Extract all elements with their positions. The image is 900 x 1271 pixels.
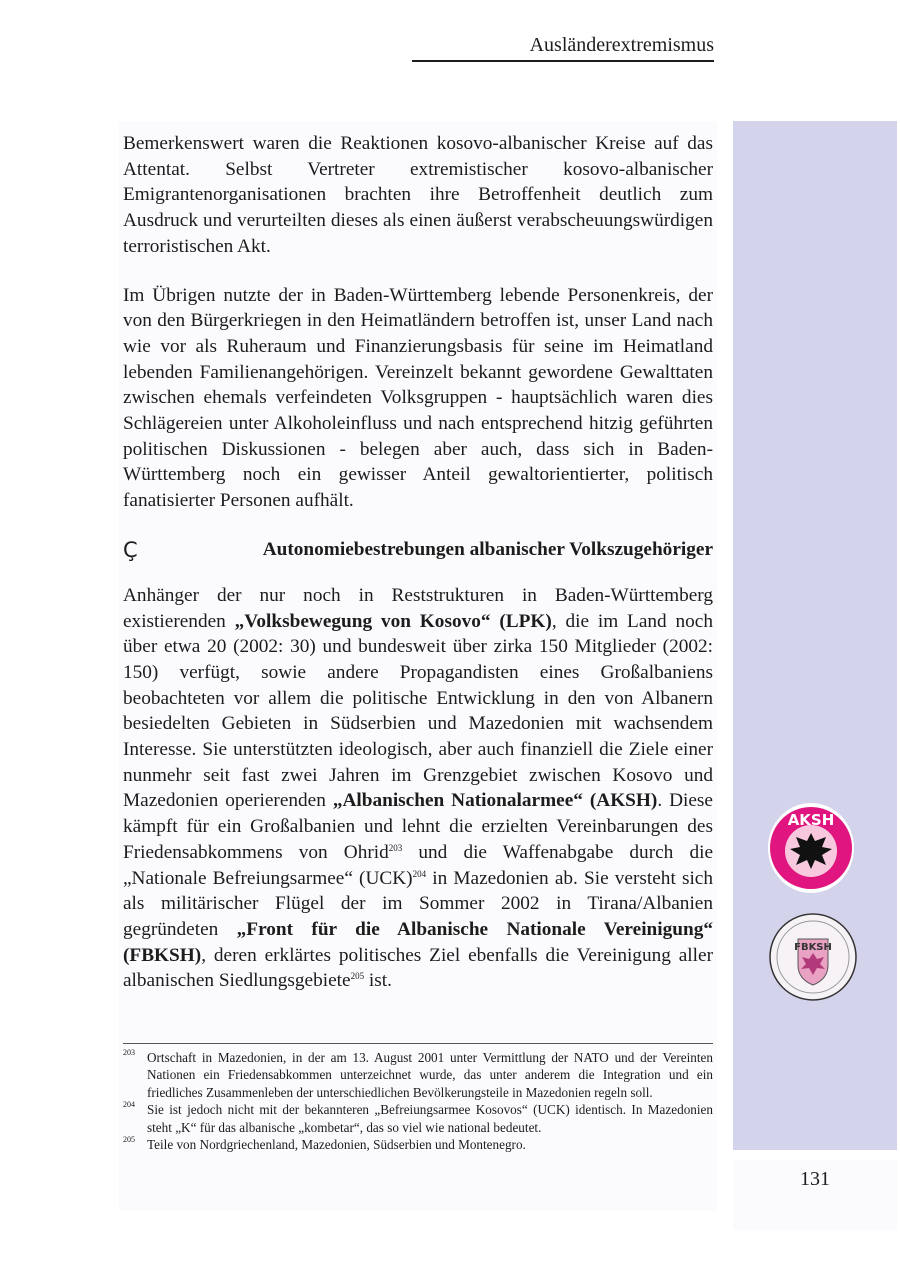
section-heading-text: Autonomiebestrebungen albanischer Volkszugehöriger (262, 538, 713, 560)
section-heading (123, 537, 713, 565)
footnote-ref-203[interactable]: 203 (388, 842, 403, 853)
footnote-ref-205[interactable]: 205 (350, 971, 365, 982)
fbksh-emblem-svg (768, 913, 858, 1001)
aksh-emblem-svg (768, 803, 854, 893)
footnote-divider (123, 1043, 713, 1044)
header-title: Ausländerextremismus (529, 34, 714, 56)
footnote-number: 205 (123, 1135, 135, 1145)
footnote-item (123, 1101, 713, 1136)
section-bullet-icon: Ç (123, 537, 138, 562)
term-fbksh: „Front für die Albanische Nationale Vereinigung“ (FBKSH) (123, 918, 713, 966)
fbksh-emblem-label: FBKSH (794, 942, 832, 953)
fbksh-emblem-icon (768, 913, 858, 1001)
paragraph-civil-war-refugees: Im Übrigen nutzte der in Baden-Württemberg lebende Personenkreis, der von den Bürgerkriegen in den Heimatländern betroffen ist, unser Land nach wie vor als Ruheraum und Finanzierungsbasis für seine im Heimatland lebenden Familienangehörigen. Vereinzelt bekannt gewordene Gewalttaten zwischen ehemals verfeindeten Volksgruppen - hauptsächlich waren dies Schlägereien unter Alkoholeinfluss und nach entsprechend hitzig geführten politischen Diskussionen - belegen aber auch, dass sich in Baden-Württemberg noch ein gewisser Anteil gewaltorientierter, politisch fanatisierter Personen aufhält. (123, 284, 713, 512)
footnote-text: Sie ist jedoch nicht mit der bekannteren „Befreiungsarmee Kosovos“ (UCK) identisch. In Mazedonien steht „K“ für das albanische „kombetar“, das so viel wie national bedeutet. (147, 1102, 713, 1135)
footnote-ref-204[interactable]: 204 (412, 868, 427, 879)
body-text (123, 131, 713, 1017)
aksh-emblem-icon (768, 803, 854, 893)
term-lpk: „Volksbewegung von Kosovo“ (LPK) (234, 610, 552, 632)
footnote-item (123, 1049, 713, 1101)
running-header (412, 33, 714, 62)
paragraph-albanian-groups: Anhänger der nur noch in Reststrukturen in Baden-Württemberg existierenden „Volksbewegung von Kosovo“ (LPK), die im Land noch über etwa 20 (2002: 30) und bundesweit über zirka 150 Mitglieder (2002: 150) verfügt, sowie andere Propagandisten eines Großalbaniens beobachteten vor allem die politische Entwicklung in den von Albanern besiedelten Gebieten in Südserbien und Mazedonien mit wachsendem Interesse. Sie unterstützten ideologisch, aber auch finanziell die Ziele einer nunmehr seit fast zwei Jahren im Grenzgebiet zwischen Kosovo und Mazedonien operierenden „Albanischen Nationalarmee“ (AKSH). Diese kämpft für ein Großalbanien und lehnt die erzielten Vereinbarungen des Friedensabkommens von Ohrid$^{203}$ und die Waffenabgabe durch die „Nationale Befreiungsarmee“ (UCK)$^{204}$ in Mazedonien ab. Sie versteht sich als militärischer Flügel der im Sommer 2002 in Tirana/Albanien gegründeten „Front für die Albanische Nationale Vereinigung“ (FBKSH), deren erklärtes politisches Ziel ebenfalls die Vereinigung aller albanischen Siedlungsgebiete$^{205}$ ist. (123, 584, 714, 992)
term-aksh: „Albanischen Nationalarmee“ (AKSH) (332, 790, 658, 812)
footnote-text: Ortschaft in Mazedonien, in der am 13. August 2001 unter Vermittlung der NATO und der Vereinten Nationen ein Friedensabkommen unterzeichnet wurde, das unter anderem die Integration und ein friedliches Zusammenleben der unterschiedlichen Bevölkerungsteile in Mazedonien regeln soll. (147, 1050, 713, 1100)
footnote-item (123, 1136, 713, 1153)
footnote-number: 203 (123, 1048, 135, 1057)
page-number: 131 (800, 1168, 830, 1190)
footnotes (123, 1049, 713, 1153)
paragraph-attentat-reactions: Bemerkenswert waren die Reaktionen kosovo-albanischer Kreise auf das Attentat. Selbst Vertreter extremistischer kosovo-albanischer Emigrantenorganisationen brachten ihre Betroffenheit deutlich zum Ausdruck und verurteilten dieses als einen äußerst verabscheuungswürdigen terroristischen Akt. (123, 133, 713, 257)
aksh-emblem-label: AKSH (787, 811, 835, 829)
footnote-number: 204 (123, 1100, 135, 1110)
footnote-text: Teile von Nordgriechenland, Mazedonien, Südserbien und Montenegro. (147, 1137, 526, 1153)
